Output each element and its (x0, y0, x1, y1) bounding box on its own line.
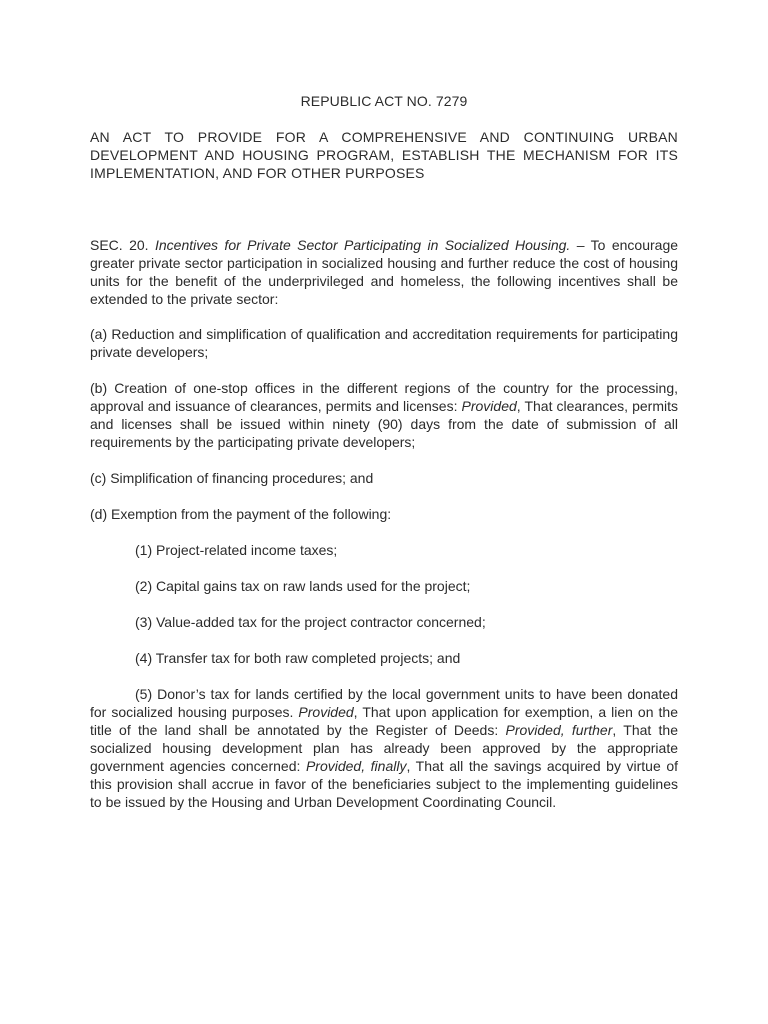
subitem-4: (4) Transfer tax for both raw completed projects; and (135, 650, 461, 666)
subitem-5-part2: , That upon application for exemption, a lien on the title of the land shall be annotated by the Register of Deeds: (90, 704, 678, 738)
subitem-5 (90, 685, 678, 811)
item-b-part1: (b) Creation of one-stop offices in the different regions of the country for the processing, approval and issuance of clearances, permits and licenses: (90, 380, 678, 414)
subitem-5-part3: , That the socialized housing development plan has already been approved by the appropriate government agencies concerned: (90, 722, 678, 774)
item-c: (c) Simplification of financing procedures; and (90, 470, 374, 486)
item-d: (d) Exemption from the payment of the following: (90, 506, 392, 522)
section-content (90, 236, 678, 829)
subitem-5-provided-1: Provided (298, 704, 354, 720)
section-title: Incentives for Private Sector Participating in Socialized Housing. (154, 237, 571, 253)
item-b-part2: , That clearances, permits and licenses shall be issued within ninety (90) days from the date of submission of all requirements by the participating private developers; (90, 398, 678, 450)
item-a: (a) Reduction and simplification of qualification and accreditation requirements for participating private developers; (90, 326, 678, 360)
subitem-5-provided-2: Provided, further (505, 722, 613, 738)
section-intro-paragraph (90, 236, 678, 308)
subitem-5-part4: , That all the savings acquired by virtue of this provision shall accrue in favor of the beneficiaries subject to the implementing guidelines to be issued by the Housing and Urban Development Coordinating Council. (90, 758, 679, 810)
act-title: REPUBLIC ACT NO. 7279 (300, 93, 468, 109)
subitem-2: (2) Capital gains tax on raw lands used for the project; (135, 578, 471, 594)
section-number: SEC. 20. (90, 237, 149, 253)
subitem-3: (3) Value-added tax for the project contractor concerned; (135, 614, 486, 630)
section-intro: – To encourage greater private sector participation in socialized housing and further reduce the cost of housing units for the benefit of the underprivileged and homeless, the following incentives shall be extended to the private sector: (90, 237, 679, 307)
subitem-5-part1: (5) Donor’s tax for lands certified by the local government units to have been donated for socialized housing purposes. (90, 686, 678, 720)
item-b (90, 379, 678, 451)
item-b-provided: Provided (461, 398, 517, 414)
act-heading: AN ACT TO PROVIDE FOR A COMPREHENSIVE AND CONTINUING URBAN DEVELOPMENT AND HOUSING PROGRAM, ESTABLISH THE MECHANISM FOR ITS IMPLEMENTATION, AND FOR OTHER PURPOSES (90, 129, 678, 181)
subitem-5-provided-3: Provided, finally (305, 758, 407, 774)
subitem-1: (1) Project-related income taxes; (135, 542, 338, 558)
